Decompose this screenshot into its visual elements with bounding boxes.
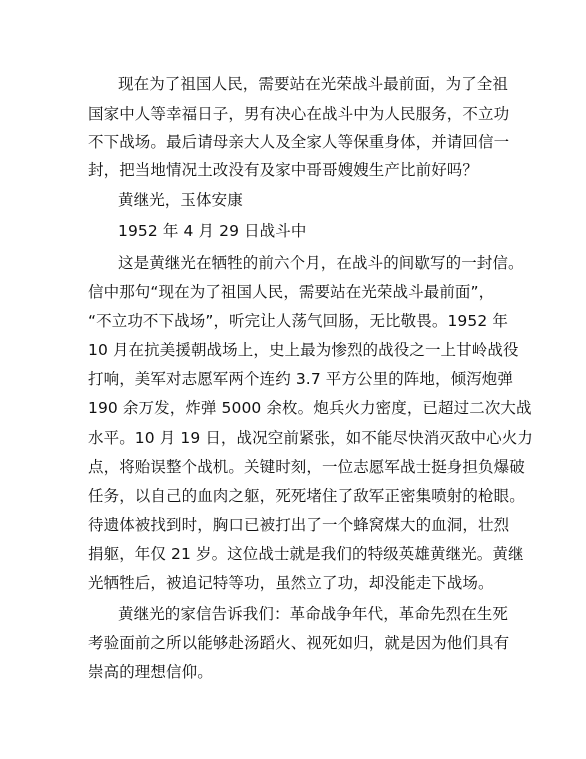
letter-line-2: 国家中人等幸福日子，男有决心在战斗中为人民服务，不立功 <box>88 105 510 123</box>
letter-date: 1952 年 4 月 29 日战斗中 <box>118 222 307 240</box>
paragraph-line-12: 光牺牲后，被追记特等功，虽然立了功，却没能走下战场。 <box>88 574 494 592</box>
paragraph-line-3: “不立功不下战场”，听完让人荡气回肠，无比敬畏。1952 年 <box>88 312 508 330</box>
paragraph-line-9: 任务，以自己的血肉之躯，死死堵住了敌军正密集喷射的枪眼。 <box>88 487 525 505</box>
letter-line-4: 封，把当地情况土改没有及家中哥哥嫂嫂生产比前好吗？ <box>88 161 479 179</box>
letter-line-3: 不下战场。最后请母亲大人及全家人等保重身体，并请回信一 <box>88 133 510 151</box>
conclusion-line-3: 崇高的理想信仰。 <box>88 663 213 681</box>
letter-line-1: 现在为了祖国人民，需要站在光荣战斗最前面，为了全祖 <box>118 75 509 93</box>
paragraph-line-10: 待遗体被找到时，胸口已被打出了一个蜂窝煤大的血洞，壮烈 <box>88 516 510 534</box>
paragraph-line-8: 点，将贻误整个战机。关键时刻，一位志愿军战士挺身担负爆破 <box>88 458 525 476</box>
conclusion-line-1: 黄继光的家信告诉我们：革命战争年代，革命先烈在生死 <box>118 605 509 623</box>
paragraph-line-6: 190 余万发，炸弹 5000 余枚。炮兵火力密度，已超过二次大战 <box>88 399 532 417</box>
paragraph-line-7: 水平。10 月 19 日，战况空前紧张，如不能尽快消灭敌中心火力 <box>88 429 533 447</box>
letter-signoff: 黄继光，玉体安康 <box>118 191 243 209</box>
paragraph-line-11: 捐躯，年仅 21 岁。这位战士就是我们的特级英雄黄继光。黄继 <box>88 545 524 563</box>
paragraph-line-1: 这是黄继光在牺牲的前六个月，在战斗的间歇写的一封信。 <box>118 254 524 272</box>
paragraph-line-4: 10 月在抗美援朝战场上，史上最为惨烈的战役之一上甘岭战役 <box>88 341 519 359</box>
paragraph-line-5: 打响，美军对志愿军两个连约 3.7 平方公里的阵地，倾泻炮弹 <box>88 370 514 388</box>
conclusion-line-2: 考验面前之所以能够赴汤蹈火、视死如归，就是因为他们具有 <box>88 634 510 652</box>
paragraph-line-2: 信中那句“现在为了祖国人民，需要站在光荣战斗最前面”， <box>88 283 495 301</box>
